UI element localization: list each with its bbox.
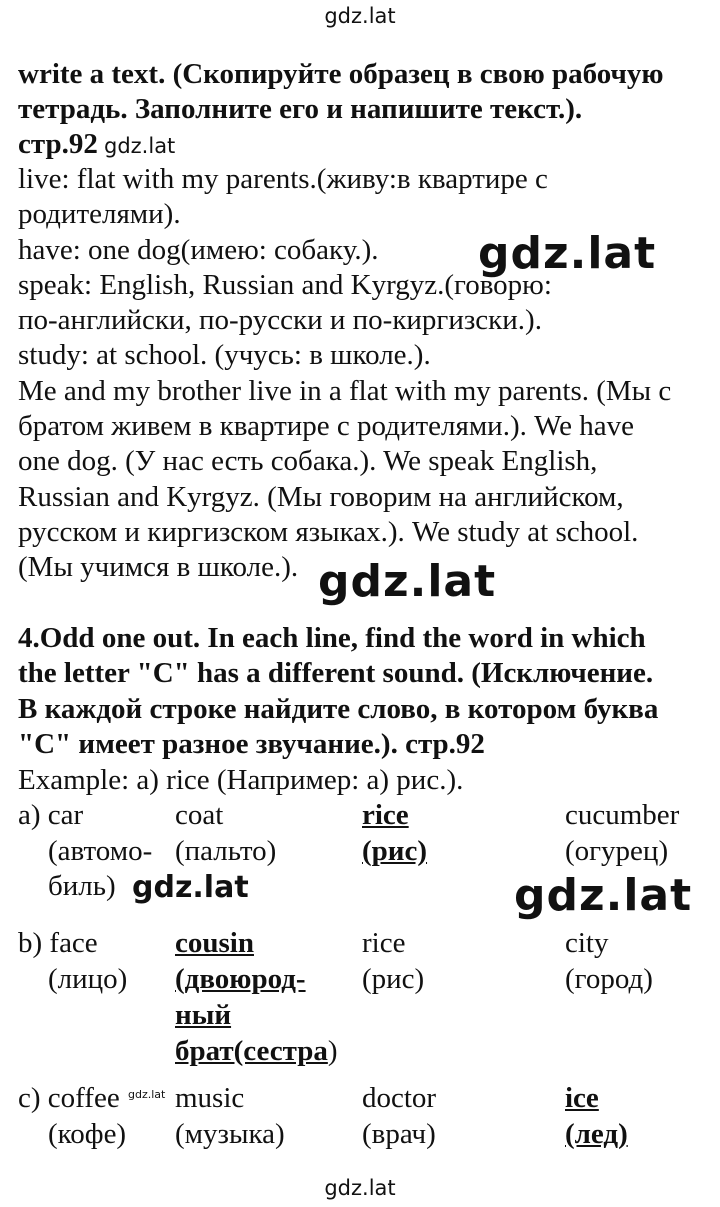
watermark-large: gdz.lat — [478, 228, 657, 279]
note-line: родителями). — [18, 198, 181, 230]
row-c-answer-translation: (лед) — [565, 1118, 628, 1150]
note-line: по-английски, по-русски и по-киргизски.). — [18, 304, 542, 336]
watermark-top: gdz.lat — [324, 4, 396, 28]
task4-heading-line: "C" имеет разное звучание.). стр.92 — [18, 728, 485, 760]
row-a-word-1: a) car — [18, 799, 84, 831]
task4-heading-line: В каждой строке найдите слово, в котором буква — [18, 693, 659, 725]
text-line: братом живем в квартире с родителями.). We have — [18, 410, 635, 442]
task3-page-ref: стр.92 — [18, 128, 98, 160]
row-c-translation-3: (врач) — [362, 1118, 436, 1150]
watermark-inline: gdz.lat — [104, 134, 176, 158]
row-c-translation-2: (музыка) — [175, 1118, 285, 1150]
task4-heading-line: 4.Odd one out. In each line, find the word in which — [18, 622, 646, 654]
row-b-translation-3: (рис) — [362, 963, 425, 995]
watermark-large: gdz.lat — [318, 556, 497, 607]
text-line: русском и киргизском языках.). We study at school. — [18, 516, 639, 548]
row-a-word-4: cucumber — [565, 799, 680, 831]
example-line: Example: a) rice (Например: а) рис.). — [18, 764, 464, 796]
note-line: speak: English, Russian and Kyrgyz.(говорю: — [18, 269, 552, 301]
row-a-translation-2: (пальто) — [175, 835, 277, 867]
row-b-word-1: b) face — [18, 927, 98, 959]
task3-heading-line: тетрадь. Заполните его и напишите текст.). — [18, 93, 583, 125]
row-a-translation-1: биль) — [48, 870, 116, 902]
watermark-large: gdz.lat — [514, 870, 693, 921]
row-c-translation-1: (кофе) — [48, 1118, 127, 1150]
text-line: (Мы учимся в школе.). — [18, 551, 299, 583]
row-b-answer-translation: брат(сестра — [175, 1035, 328, 1067]
row-a-answer-translation: (рис) — [362, 835, 428, 867]
row-b-translation-4: (город) — [565, 963, 653, 995]
note-line: live: flat with my parents.(живу:в квартире с — [18, 163, 548, 195]
text-line: one dog. (У нас есть собака.). We speak English, — [18, 445, 598, 477]
row-a-answer-word: rice — [362, 799, 409, 831]
row-a-translation-1: (автомо- — [48, 835, 153, 867]
row-b-answer-translation: (двоюрод- — [175, 963, 306, 995]
row-c-word-2: music — [175, 1082, 245, 1114]
note-line: have: one dog(имею: собаку.). — [18, 234, 379, 266]
row-a-word-2: coat — [175, 799, 224, 831]
row-b-answer-translation: ный — [175, 999, 232, 1031]
row-b-answer-close-paren: ) — [327, 1035, 338, 1067]
row-b-translation-1: (лицо) — [48, 963, 128, 995]
row-a-translation-4: (огурец) — [565, 835, 669, 867]
row-b-answer-translation-line — [175, 1037, 338, 1066]
row-c-answer-word: ice — [565, 1082, 599, 1114]
text-line: Me and my brother live in a flat with my parents. (Мы с — [18, 375, 672, 407]
row-c-word-1: c) coffee — [18, 1082, 120, 1114]
row-b-answer-word: cousin — [175, 927, 254, 959]
watermark-bottom: gdz.lat — [324, 1176, 396, 1200]
row-b-word-4: city — [565, 927, 609, 959]
row-c-word-3: doctor — [362, 1082, 437, 1114]
task4-heading-line: the letter "C" has a different sound. (Исключение. — [18, 657, 654, 689]
row-b-word-3: rice — [362, 927, 406, 959]
text-line: Russian and Kyrgyz. (Мы говорим на английском, — [18, 481, 624, 513]
task3-heading-line: write a text. (Скопируйте образец в свою рабочую — [18, 58, 664, 90]
note-line: study: at school. (учусь: в школе.). — [18, 339, 431, 371]
watermark-tiny: gdz.lat — [128, 1088, 166, 1101]
watermark-medium: gdz.lat — [132, 870, 249, 905]
